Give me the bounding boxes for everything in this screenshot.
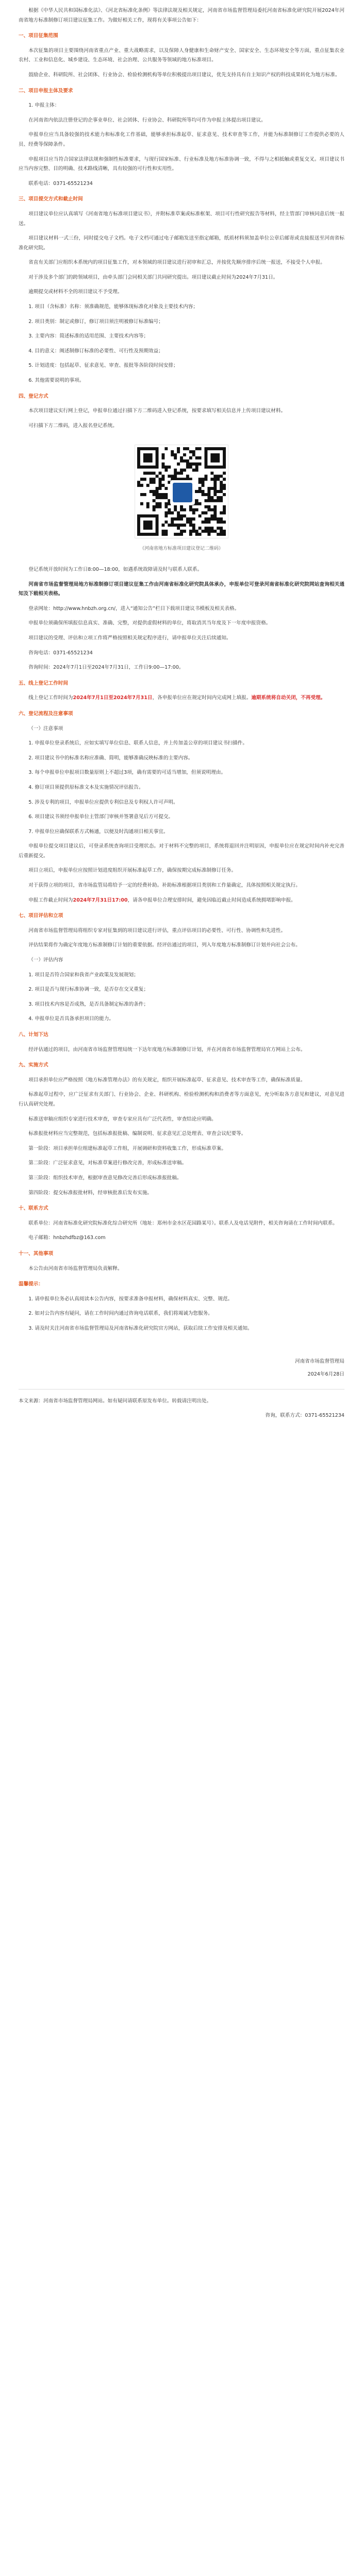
qr-finder-inner [143, 521, 153, 530]
section-2-paragraph: 在河南省内依法注册登记的企事业单位、社会团体、行业协会、科研院所等均可作为申报主体提出项目建议。 [28, 117, 266, 123]
section-9-step: 第二阶段：广泛征求意见，对标准草案进行修改完善，形成标准送审稿。 [28, 1160, 187, 1166]
section-3-list-item: 2. 项目类别：制定或修订，修订项目须注明被修订标准编号； [28, 318, 163, 325]
section-3-list-item: 4. 目的意义：阐述制修订标准的必要性、可行性及预期效益； [28, 348, 163, 354]
qr-caption: （河南省地方标准项目建议登记二维码） [139, 546, 223, 552]
section-3-paragraph: 对于涉及多个部门的跨领域项目，由牵头部门会同相关部门共同研究提出。项目建议截止时间为2024年7月31日。 [28, 274, 278, 280]
section-4-bold-paragraph: 河南省市场监督管理局地方标准制修订项目建议征集工作由河南省标准化研究院具体承办，申报单位可登录河南省标准化研究院网站查询相关通知及下载相关表格。 [19, 581, 344, 597]
tips-list-item: 3. 请及时关注河南省市场监督管理局及河南省标准化研究院官方网站，获取后续工作安排及相关通知。 [28, 1325, 253, 1331]
section-9-step: 第四阶段：提交标准报批材料，经审核批准后发布实施。 [28, 1190, 153, 1196]
section-6-text: ，请各申报单位合理安排时间，避免因临近截止时间造成系统拥堵影响申报。 [127, 897, 296, 903]
section-8-paragraph: 经评估通过的项目，由河南省市场监督管理局统一下达年度地方标准制修订计划，并在河南省市场监督管理局官方网站上公布。 [28, 1046, 306, 1053]
section-4-paragraph: 项目建议的受理、评估和立项工作将严格按照相关规定程序进行，请申报单位关注后续通知。 [28, 635, 232, 641]
section-7-paragraph: 河南省市场监督管理局将组织专家对征集到的项目建议进行评估，重点评估项目的必要性、可行性、协调性和先进性。 [28, 927, 286, 934]
section-7-subheading: （一）评估内容 [28, 957, 63, 963]
section-4-paragraph: 登录网址：http://www.hnbzh.org.cn/，进入“通知公告”栏目下载项目建议书模板及相关表格。 [28, 605, 240, 612]
section-5-paragraph [19, 693, 344, 703]
section-11-heading: 十一、其他事项 [19, 1250, 54, 1257]
section-9-heading: 九、实施方式 [19, 1062, 48, 1069]
section-7-list-item: 3. 项目技术内容是否成熟，是否具备制定标准的条件； [28, 1001, 149, 1007]
section-5-heading: 五、线上登记工作时间 [19, 680, 68, 686]
section-2-paragraph: 申报项目应当符合国家法律法规和强制性标准要求，与现行国家标准、行业标准及地方标准协调一致，不得与之相抵触或重复交叉。项目建议书应当内容完整、目的明确、技术路线清晰，具有较强的可行性和实用性。 [19, 156, 344, 172]
section-9-paragraph: 标准起草过程中，应广泛征求有关部门、行业协会、企业、科研机构、检验检测机构和消费者等方面意见，充分听取各方意见和建议，对意见进行认真研究处理。 [19, 1092, 344, 1107]
section-6-list-item: 1. 申报单位登录系统后，应如实填写单位信息、联系人信息，并上传加盖公章的项目建议书扫描件。 [28, 740, 248, 747]
spacer [19, 1338, 344, 1357]
section-8-heading: 八、计划下达 [19, 1032, 48, 1038]
tips-heading: 温馨提示： [19, 1281, 43, 1287]
section-2-paragraph: 申报单位应当具备较强的技术能力和标准化工作基础，能够承担标准起草、征求意见、技术审查等工作，并能为标准制修订工作提供必要的人员、经费等保障条件。 [19, 132, 344, 147]
section-9-step: 第三阶段：组织技术审查，根据审查意见修改完善后形成标准报批稿。 [28, 1175, 182, 1181]
section-6-list-item: 2. 项目建议书中的标准名称应准确、简明，能够准确反映标准的主要内容。 [28, 755, 193, 761]
signature-date: 2024年6月28日 [307, 1371, 344, 1378]
section-6-heading: 六、登记流程及注意事项 [19, 710, 73, 717]
footer-note: 本文来源：河南省市场监督管理局网站。如有疑问请联系原发布单位。转载请注明出处。 [19, 1398, 212, 1404]
section-6-paragraph: 申报单位提交项目建议后，可登录系统查询项目受理状态。对于材料不完整的项目，系统将退回并注明原因，申报单位应在规定时间内补充完善后重新提交。 [19, 843, 344, 859]
section-1-paragraph: 本次征集的项目主要围绕河南省重点产业、重大战略需求，以及保障人身健康和生命财产安全、国家安全、生态环境安全等方面，重点征集农业农村、工业和信息化、城乡建设、生态环境、社会治理、公共服务等领域的地方标准项目。 [19, 47, 344, 63]
qr-logo-badge-icon [173, 483, 192, 502]
section-10-paragraph: 联系单位：河南省标准化研究院标准化综合研究所（地址：郑州市金水区花园路某号）。联系人及电话见附件，相关咨询请在工作时间内联系。 [28, 1220, 338, 1226]
section-10-heading: 十、联系方式 [19, 1206, 48, 1212]
section-7-paragraph: 评估结果将作为确定年度地方标准制修订计划的重要依据。经评估通过的项目，列入年度地方标准制修订计划并向社会公布。 [28, 942, 301, 948]
section-2-contact: 联系电话：0371-65521234 [28, 180, 93, 187]
qr-code-image[interactable] [135, 445, 228, 538]
section-11-paragraph: 本公告由河南省市场监督管理局负责解释。 [28, 1265, 123, 1272]
section-6-paragraph: 对于获得立项的项目，省市场监管局将给予一定的经费补助。补助标准根据项目类别和工作量确定，具体按照相关规定执行。 [28, 883, 301, 889]
qr-code-block [19, 445, 344, 540]
section-6-list-item: 6. 项目建议书须经申报单位主管部门审核并签署意见后方可提交。 [28, 814, 174, 820]
section-3-paragraph: 逾期提交或材料不全的项目建议不予受理。 [28, 289, 123, 295]
qr-finder-inner [143, 453, 153, 463]
section-7-list-item: 1. 项目是否符合国家和我省产业政策及发展规划； [28, 972, 139, 978]
section-9-paragraph: 标准报批材料应当完整规范，包括标准报批稿、编制说明、征求意见汇总处理表、审查会议纪要等。 [28, 1131, 246, 1137]
section-6-paragraph: 项目立项后，申报单位应按照计划进度组织开展标准起草工作，确保按期完成标准制修订任务。 [28, 868, 237, 874]
section-2-label: 1. 申报主体： [28, 103, 60, 109]
tips-list-item: 2. 如对公告内容有疑问，请在工作时间内通过咨询电话联系，我们将竭诚为您服务。 [28, 1311, 213, 1317]
section-6-subheading: （一）注意事项 [28, 725, 63, 732]
section-6-deadline-paragraph [19, 896, 344, 906]
footer-contact: 咨询，联系方式：0371-65521234 [265, 1413, 344, 1419]
section-5-warning-highlight: 逾期系统将自动关闭，不再受理。 [251, 695, 326, 701]
section-9-paragraph: 标准送审稿应组织专家进行技术审查，审查专家应具有广泛代表性，审查结论应明确。 [28, 1116, 217, 1122]
section-3-heading: 三、项目提交方式和截止时间 [19, 196, 83, 202]
section-4-paragraph: 本次项目建议实行网上登记，申报单位通过扫描下方二维码进入登记系统，按要求填写相关信息并上传项目建议材料。 [28, 408, 286, 414]
section-3-paragraph: 项目建议材料一式三份，同时提交电子文档。电子文档可通过电子邮箱发送至指定邮箱，纸质材料须加盖单位公章后邮寄或直接报送至河南省标准化研究院。 [19, 235, 344, 251]
section-4-paragraph: 申报单位须确保所填报信息真实、准确、完整，对提供虚假材料的单位，将取消其当年度及下一年度申报资格。 [28, 620, 271, 626]
section-9-step: 第一阶段：项目承担单位组建标准起草工作组，开展调研和资料收集工作，形成标准草案。 [28, 1145, 226, 1151]
section-1-heading: 一、项目征集范围 [19, 33, 58, 39]
section-4-paragraph: 可扫描下方二维码，进入报名登记系统。 [28, 422, 118, 429]
intro-paragraph: 根据《中华人民共和国标准化法》、《河北省标准化条例》等法律法规及相关规定，河南省市场监督管理局委托河南省标准化研究院开展2024年河南省地方标准制修订项目建议征集工作。为做好相关工作，现将有关事项公告如下： [19, 8, 344, 23]
section-10-email[interactable]: 电子邮箱：hnbzhdfbz@163.com [28, 1235, 106, 1241]
section-7-list-item: 2. 项目是否与现行标准协调一致，是否存在交叉重复； [28, 987, 149, 993]
section-6-list-item: 4. 修订项目须提供原标准文本及实施情况评估报告。 [28, 784, 144, 790]
section-5-date-highlight: 2024年7月1日至2024年7月31日 [73, 695, 153, 701]
section-9-paragraph: 项目承担单位应严格按照《地方标准管理办法》的有关规定，组织开展标准起草、征求意见、技术审查等工作，确保标准质量。 [28, 1077, 306, 1083]
section-6-list-item: 7. 申报单位应确保联系方式畅通，以便及时沟通项目相关事宜。 [28, 828, 169, 835]
qr-finder-inner [210, 453, 220, 463]
section-6-list-item: 5. 涉及专利的项目，申报单位应提供专利信息及专利权人许可声明。 [28, 799, 178, 805]
section-4-heading: 四、登记方式 [19, 393, 48, 399]
section-3-list-item: 3. 主要内容：简述标准的适用范围、主要技术内容等； [28, 333, 149, 340]
section-2-heading: 二、项目申报主体及要求 [19, 88, 73, 94]
section-3-paragraph: 省直有关部门应组织本系统内的项目征集工作，对本领域的项目建议进行初审和汇总，并按优先顺序排序后统一报送，不接受个人申报。 [28, 260, 325, 266]
section-3-list-item: 6. 其他需要说明的事项。 [28, 378, 85, 384]
section-4-time: 咨询时间：2024年7月1日至2024年7月31日，工作日9:00—17:00。 [28, 665, 184, 671]
section-3-list-item: 1. 项目（含标准）名称：须准确规范，能够体现标准化对象及主要技术内容； [28, 304, 198, 310]
section-3-list-item: 5. 计划进度：包括起草、征求意见、审查、报批等各阶段时间安排； [28, 363, 178, 369]
section-6-text: 申报工作截止时间为 [28, 897, 73, 903]
section-5-text: ，各申报单位应在规定时间内完成网上填报。 [152, 695, 252, 701]
section-1-paragraph: 鼓励企业、科研院所、社会团体、行业协会、检验检测机构等单位积极提出项目建议，优先支持具有自主知识产权的科技成果转化为地方标准。 [28, 72, 340, 78]
section-3-paragraph: 项目建议单位应认真填写《河南省地方标准项目建议书》，并附标准草案或标准框架、项目可行性研究报告等材料，经主管部门审核同意后统一报送。 [19, 211, 344, 227]
section-6-list-item: 3. 每个申报单位申报项目数量原则上不超过3项，确有需要的可适当增加，但须说明理由。 [28, 770, 226, 776]
section-7-list-item: 4. 申报单位是否具备承担项目的能力。 [28, 1016, 114, 1022]
section-4-contact: 咨询电话：0371-65521234 [28, 650, 93, 656]
section-5-text: 线上登记工作时间为 [28, 695, 73, 701]
section-7-heading: 七、项目评估和立项 [19, 913, 63, 919]
signature-organization: 河南省市场监督管理局 [295, 1359, 344, 1365]
qr-logo [170, 480, 195, 505]
section-6-deadline-highlight: 2024年7月31日17:00 [73, 897, 128, 903]
section-4-paragraph: 登记系统开放时间为工作日8:00—18:00，如遇系统故障请及时与联系人联系。 [28, 567, 203, 572]
tips-list-item: 1. 请申报单位务必认真阅读本公告内容，按要求准备申报材料，确保材料真实、完整、规范。 [28, 1296, 233, 1302]
